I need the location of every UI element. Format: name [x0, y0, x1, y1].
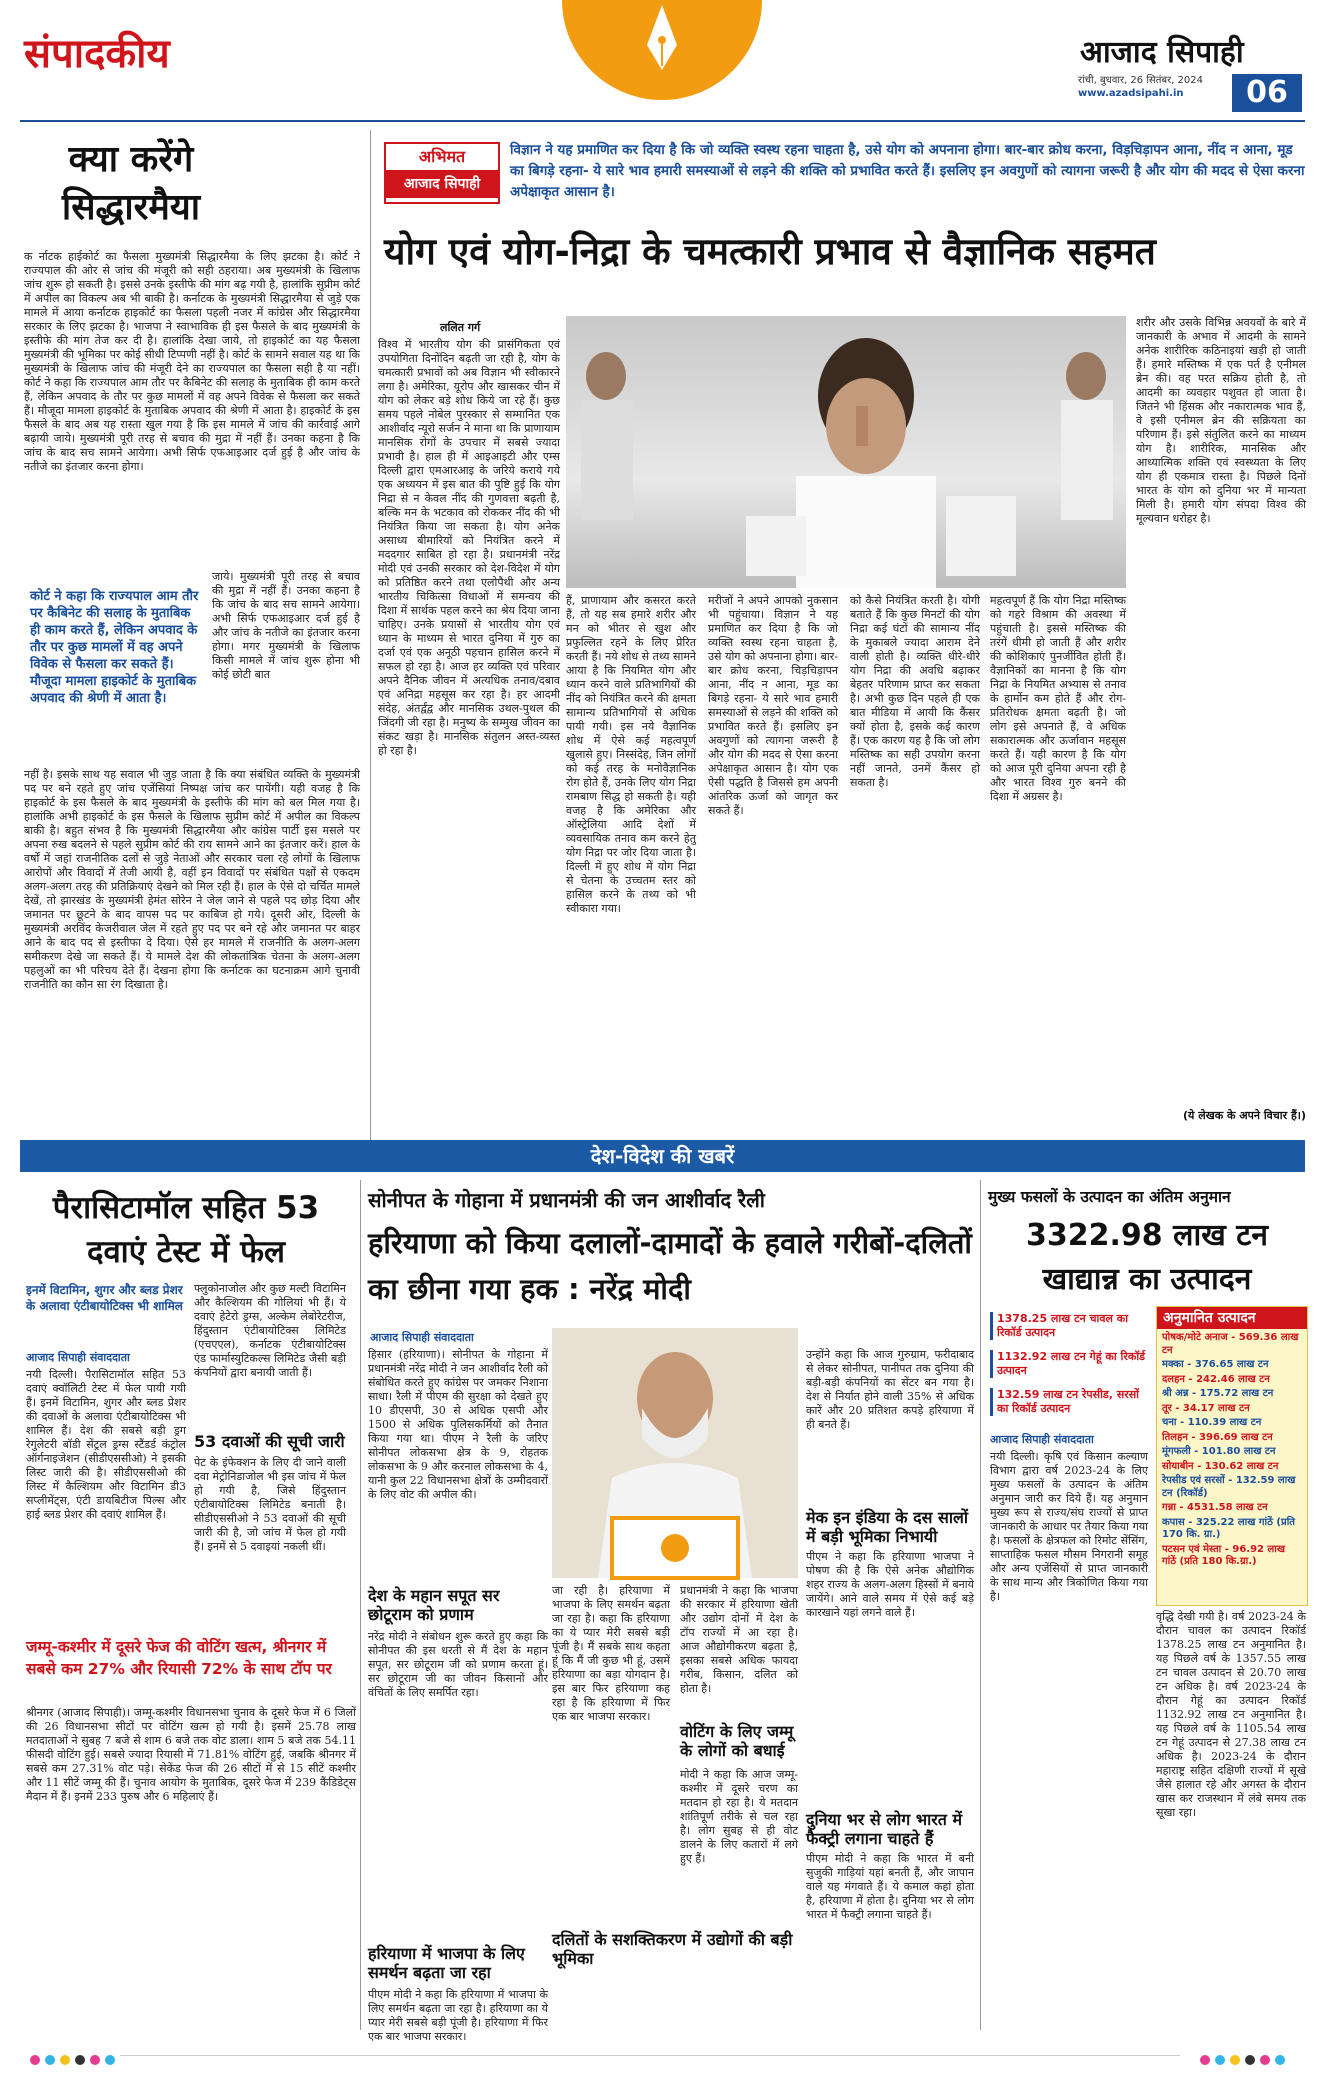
estimate-item: कपास - 325.22 लाख गांठें (प्रति 170 कि. ग्रा.): [1162, 1516, 1295, 1540]
opinion-col-5: शरीर और उसके विभिन्न अवयवों के बारे में जानकारी के अभाव में आदमी के सामने अनेक शारीरिक कठिनाइयां खड़ी हो जाती हैं। हमारे मस्तिष्क में एक पर्त है एनीमल ब्रेन की। वह परत सक्रिय होती है, तो आदमी का व्यवहार पशुवत हो जाता है। जितने भी हिंसक और नकारात्मक भाव हैं, वे इसी एनीमल ब्रेन की सक्रियता का परिणाम हैं। इसे संतुलित करने का माध्यम योग है। शारीरिक, मानसिक और आध्यात्मिक शक्ति एवं स्वस्थ्यता के लिए योग ही एकमात्र रास्ता है। पिछले दिनों भारत के योग को दुनिया भर में मान्यता मिली है। हमारी योग संपदा विश्व की मूल्यवान धरोहर है।: [1136, 316, 1306, 525]
yoga-photo: [566, 316, 1126, 588]
modi-subhead-4: दलितों के सशक्तिकरण में उद्योगों की बड़ी भूमिका: [552, 1930, 793, 1968]
grain-fact-1: 1378.25 लाख टन चावल का रिकॉर्ड उत्पादन: [990, 1312, 1153, 1340]
news-band: [20, 1140, 1305, 1172]
editorial-pull-quote: कोर्ट ने कहा कि राज्यपाल आम तौर पर कैबिनेट की सलाह के मुताबिक ही काम करते हैं, लेकिन अपवाद के तौर पर कुछ मामलों में वह अपने विवेक से फैसला कर सकते हैं। मौजूदा मामला हाइकोर्ट के मुताबिक अपवाद की श्रेणी में आता है।: [30, 589, 199, 706]
jk-body: श्रीनगर (आजाद सिपाही)। जम्मू-कश्मीर विधानसभा चुनाव के दूसरे फेज में 6 जिलों की 26 विधानसभा सीटों पर वोटिंग खत्म हो गयी है। इसमें 25.78 लाख मतदाताओं ने सुबह 7 बजे से शाम 6 बजे तक वोट डाला। शाम 5 बजे तक 54.11 फीसदी वोटिंग हुई। सबसे ज्यादा रियासी में 71.81% वोटिंग हुई, जबकि श्रीनगर में सबसे कम 27.31% वोट पड़े। सेकेंड फेज की 26 सीटों में से 15 सीटें कश्मीर और 11 सीटें जम्मू की हैं। चुनाव आयोग के मुताबिक, दूसरे फेज में 239 कैंडिडेट्स मैदान में हैं। इनमें 233 पुरुष और 6 महिलाएं हैं।: [26, 1706, 356, 1803]
opinion-col-4: को कैसे नियंत्रित करती है। योगी बताते हैं कि कुछ मिनटों की योग निद्रा कई घंटों की सामान्य नींद के मुकाबले ज्यादा आराम देने वाली होती है। व्यक्ति धीरे-धीरे योग निद्रा की अवधि बढ़ाकर बेहतर परिणाम प्राप्त कर सकता है। अभी कुछ दिन पहले ही एक बात मीडिया में आयी कि कैंसर क्यों होता है, इसके कई कारण हैं। एक कारण यह है कि जो लोग मस्तिष्क का सही उपयोग करना नहीं जानते, उनमें कैंसर हो सकता है।: [850, 594, 980, 789]
estimate-item: चना - 110.39 लाख टन: [1162, 1417, 1262, 1428]
editorial-title: क्या करेंगे सिद्धारमैया: [61, 139, 201, 228]
estimate-item: मक्का - 376.65 लाख टन: [1162, 1359, 1269, 1370]
footer-dot: [1260, 2055, 1270, 2065]
estimate-item: गन्ना - 4531.58 लाख टन: [1162, 1502, 1268, 1513]
estimate-item: सोयाबीन - 130.62 लाख टन: [1162, 1460, 1279, 1472]
estimate-item: दलहन - 242.46 लाख टन: [1162, 1373, 1270, 1385]
footer-dot: [60, 2055, 70, 2065]
footer-dot: [30, 2055, 40, 2065]
footer-dot: [105, 2055, 115, 2065]
modi-subhead-1: देश के महान सपूत सर छोटूराम को प्रणाम: [368, 1586, 500, 1624]
modi-body-3: पीएम मोदी ने कहा कि हरियाणा में भाजपा के लिए समर्थन बढ़ता जा रहा है। हरियाणा का ये प्यार मेरी सबसे बड़ी पूंजी है। हरियाणा में फिर एक बार भाजपा सरकार।: [368, 1988, 548, 2043]
footer-dots-right: [1200, 2050, 1290, 2069]
opinion-tag: [384, 142, 500, 204]
estimate-box: [1156, 1306, 1308, 1606]
website-link[interactable]: www.azadsipahi.in: [1078, 88, 1184, 99]
modi-subhead-3: वोटिंग के लिए जम्मू के लोगों को बधाई: [680, 1722, 794, 1760]
modi-body-2: नरेंद्र मोदी ने संबोधन शुरू करते हुए कहा कि सोनीपत की इस धरती से मैं देश के महान सपूत, सर छोटूराम जी को प्रणाम करता हूं। सर छोटूराम जी का जीवन किसानों और वंचितों के लिए समर्पित रहा।: [368, 1630, 548, 1699]
footer-dot: [1215, 2055, 1225, 2065]
opinion-intro: विज्ञान ने यह प्रमाणित कर दिया है कि जो व्यक्ति स्वस्थ रहना चाहता है, उसे योग को अपनाना होगा। बार-बार क्रोध करना, विड़चिड़ापन आना, नींद न आना, मूड का बिगड़े रहना- ये सारे भाव हमारी समस्याओं से लड़ने की शक्ति को प्रभावित करते हैं। इसलिए इन अवगुणों को त्यागना जरूरी है और योग की मदद से ऐसा करना अपेक्षाकृत आसान है।: [510, 142, 1305, 200]
estimate-item: रेपसीड एवं सरसों - 132.59 लाख टन (रिकॉर्ड): [1162, 1475, 1296, 1499]
footer-rule: [120, 2055, 1180, 2056]
opinion-tag-top: अभिमत: [418, 147, 466, 166]
modi-body-1: हिसार (हरियाणा)। सोनीपत के गोहाना में प्रधानमंत्री नरेंद्र मोदी ने जन आशीर्वाद रैली को संबोधित करते हुए कांग्रेस पर जमकर निशाना साधा। रैली में पीएम की सुरक्षा को देखते हुए 10 डीएसपी, 30 से अधिक एसपी और 1500 से अधिक पुलिसकर्मियों को तैनात किया गया था। पीएम ने रैली के जरिए सोनीपत लोकसभा क्षेत्र के 9, रोहतक लोकसभा के 9 और करनाल लोकसभा के 4, यानी कुल 22 विधानसभा क्षेत्रों के उम्मीदवारों के लिए वोट की अपील की।: [368, 1348, 548, 1501]
footer-dot: [1275, 2055, 1285, 2065]
pen-nib-sun-icon: [542, 0, 782, 100]
editorial-para-1b: जाये। मुख्यमंत्री पूरी तरह से बचाव की मुद्रा में नहीं हैं। उनका कहना है कि जांच के बाद सच सामने आयेगा। अभी सिर्फ एफआइआर दर्ज हुई है और जांच के नतीजे का इंतजार करना होगा। मगर मुख्यमंत्री के खिलाफ किसी मामले में जांच शुरू होना भी कोई छोटी बात: [212, 570, 360, 681]
footer-dot: [75, 2055, 85, 2065]
grain-kicker: मुख्य फसलों के उत्पादन का अंतिम अनुमान: [988, 1188, 1231, 1206]
grain-fact-3: 132.59 लाख टन रेपसीड, सरसों का रिकॉर्ड उत्पादन: [990, 1388, 1153, 1416]
footer-dot: [1230, 2055, 1240, 2065]
modi-headline: हरियाणा को किया दलालों-दामादों के हवाले गरीबों-दलितों का छीना गया हक : नरेंद्र मोदी: [368, 1226, 972, 1306]
paper-name: आजाद सिपाही: [1080, 35, 1244, 70]
estimate-item: तिलहन - 396.69 लाख टन: [1162, 1431, 1273, 1443]
drug-body-2: पेट के इंफेक्शन के लिए दी जाने वाली दवा मेट्रोनिडाजोल भी इस जांच में फेल हो गयी है, जिसे हिंदुस्तान एंटीबायोटिक्स लिमिटेड बनाती है। सीडीएससीओ ने 53 दवाओं की सूची जारी की है, जो जांच में फेल हो गयी हैं। इनमें से 5 दवाइयां नकली थीं।: [194, 1456, 346, 1553]
drug-deck: इनमें विटामिन, शुगर और ब्लड प्रेशर के अलावा एंटीबायोटिक्स भी शामिल: [26, 1283, 183, 1313]
estimate-box-title: अनुमानित उत्पादन: [1157, 1307, 1307, 1329]
opinion-tag-bottom: आजाद सिपाही: [386, 170, 498, 198]
section-title: संपादकीय: [24, 31, 170, 77]
masthead-divider: [20, 120, 1305, 122]
modi-body-3b: जा रही है। हरियाणा में भाजपा के लिए समर्थन बढ़ता जा रहा है। कहा कि हरियाणा का ये प्यार मेरी सबसे बड़ी पूंजी है। मैं सबके साथ कहता हूं कि मैं जी कुछ भी हूं, उसमें हरियाणा का बड़ा योगदान है। इस बार फिर हरियाणा कह रहा है कि हरियाणा में फिर एक बार भाजपा सरकार।: [552, 1584, 670, 1723]
column-rule: [370, 130, 371, 1140]
footer-dots-left: [30, 2050, 120, 2069]
modi-body-6: उन्होंने कहा कि आज गुरुग्राम, फरीदाबाद से लेकर सोनीपत, पानीपत तक दुनिया की बड़ी-बड़ी कंपनियों का सेंटर बन गया है। देश से निर्यात होने वाली 35% से अधिक कारें और 20 प्रतिशत कपड़े हरियाणा में ही बनते हैं।: [806, 1348, 974, 1431]
modi-body-8: पीएम मोदी ने कहा कि भारत में बनी सुजुकी गाड़ियां यहां बनती हैं, और जापान वाले यह मंगवाते हैं। ये कमाल कहां होता है, हरियाणा में होता है। दुनिया भर से लोग भारत में फैक्ट्री लगाना चाहते हैं।: [806, 1852, 974, 1921]
estimate-item: श्री अन्न - 175.72 लाख टन: [1162, 1388, 1274, 1399]
estimate-box-list: [1157, 1329, 1307, 1574]
opinion-col-3: मरीजों ने अपने आपको नुकसान भी पहुंचाया। विज्ञान ने यह प्रमाणित कर दिया है कि जो व्यक्ति स्वस्थ रहना चाहता है, उसे योग को अपनाना होगा। बार-बार क्रोध करना, चिड़चिड़ापन आना, नींद न आना, मूड का बिगड़े रहना- ये सारे भाव हमारी समस्याओं से लड़ने की शक्ति को प्रभावित करते हैं। इसलिए इन अवगुणों को त्यागना जरूरी है और योग की मदद से ऐसा करना अपेक्षाकृत आसान है। योग एक ऐसी पद्धति है जिससे हम अपनी आंतरिक ऊर्जा को जागृत कर सकते हैं।: [708, 594, 838, 817]
footer-dot: [1245, 2055, 1255, 2065]
column-rule-3: [980, 1180, 981, 2030]
grain-fact-2: 1132.92 लाख टन गेहूं का रिकॉर्ड उत्पादन: [990, 1350, 1153, 1378]
footer-dot: [1200, 2055, 1210, 2065]
opinion-headline: योग एवं योग-निद्रा के चमत्कारी प्रभाव से वैज्ञानिक सहमत: [384, 230, 1156, 273]
jk-headline: जम्मू-कश्मीर में दूसरे फेज की वोटिंग खत्म, श्रीनगर में सबसे कम 27% और रियासी 72% के साथ टॉप पर: [26, 1638, 332, 1678]
modi-subhead-6: मेक इन इंडिया के दस सालों में बड़ी भूमिका निभायी: [806, 1508, 968, 1546]
editorial-para-1: क र्नाटक हाईकोर्ट का फैसला मुख्यमंत्री सिद्धारमैया के लिए झटका है। कोर्ट ने राज्यपाल की ओर से जांच की मंजूरी को सही ठहराया। अब मुख्यमंत्री के खिलाफ जांच शुरू हो सकती है। इससे उनके इस्तीफे की मांग बढ़ गयी है, हालांकि सुप्रीम कोर्ट में अपील का विकल्प अब भी बाकी है। कर्नाटक के मुख्यमंत्री सिद्धारमैया से जुड़े एक मामले में आया कर्नाटक हाइकोर्ट का फैसला पहली नजर में कांग्रेस और सिद्धारमैया सरकार के लिए झटका है। भाजपा ने स्वाभाविक ही इस फैसले के बाद मुख्यमंत्री के इस्तीफे की मांग तेज कर दी है। हालांकि देखा जाये, तो हाइकोर्ट का यह फैसला मुख्यमंत्री की भूमिका पर कोई सीधी टिप्पणी नहीं है। कोर्ट के सामने सवाल यह था कि मुख्यमंत्री के खिलाफ जांच की मंजूरी देने का राज्यपाल का फैसला सही है या नहीं। कोर्ट ने कहा कि राज्यपाल आम तौर पर कैबिनेट की सलाह के मुताबिक ही काम करते हैं, लेकिन अपवाद के तौर पर कुछ मामलों में वह अपने विवेक से फैसला कर सकते हैं। मौजूदा मामला हाइकोर्ट के मुताबिक अपवाद की श्रेणी में आता है। हाइकोर्ट के इस फैसले के बाद अब यह रास्ता खुल गया है कि इस मामले में जांच की कार्रवाई आगे बढ़ायी जाये। मुख्यमंत्री पूरी तरह से बचाव की मुद्रा में नहीं हैं। उनका कहना है कि जांच के बाद सच सामने आयेगा। अभी सिर्फ एफआइआर दर्ज हुई है और जांच के नतीजे का इंतजार करना होगा।: [24, 250, 360, 473]
opinion-col-4b: महत्वपूर्ण हैं कि योग निद्रा मस्तिष्क को गहरे विश्राम की अवस्था में पहुंचाती है। इससे मस्तिष्क की तरंगें धीमी हो जाती हैं और शरीर की कोशिकाएं पुनर्जीवित होती हैं। वैज्ञानिकों का मानना है कि योग निद्रा के नियमित अभ्यास से तनाव के हार्मोन कम होते हैं और रोग-प्रतिरोधक क्षमता बढ़ती है। जो लोग इसे अपनाते हैं, वे अधिक सकारात्मक और ऊर्जावान महसूस करते हैं। यही कारण है कि योग को आज पूरी दुनिया अपना रही है और भारत विश्व गुरु बनने की दिशा में अग्रसर है।: [990, 594, 1126, 803]
modi-byline: आजाद सिपाही संवाददाता: [370, 1331, 474, 1344]
modi-kicker: सोनीपत के गोहाना में प्रधानमंत्री की जन आशीर्वाद रैली: [368, 1188, 765, 1212]
estimate-item: मूंगफली - 101.80 लाख टन: [1162, 1446, 1276, 1457]
opinion-closing: (ये लेखक के अपने विचार हैं।): [1183, 1109, 1306, 1122]
page-number: 06: [1232, 74, 1302, 112]
drug-headline: पैरासिटामॉल सहित 53 दवाएं टेस्ट में फेल: [52, 1190, 320, 1270]
grain-headline: 3322.98 लाख टन खाद्यान्न का उत्पादन: [1026, 1218, 1268, 1297]
estimate-item: तूर - 34.17 लाख टन: [1162, 1402, 1250, 1414]
modi-body-7: पीएम ने कहा कि हरियाणा भाजपा ने पोषण की है कि ऐसे अनेक औद्योगिक शहर राज्य के अलग-अलग हिस्सों में बनाये जायेंगे। आने वाले समय में ऐसे कई बड़े कारखाने यहां लगने वाले हैं।: [806, 1550, 974, 1619]
opinion-col-2: हैं, प्राणायाम और कसरत करते हैं, तो यह सब हमारे शरीर और मन को भीतर से खुश और प्रफुल्लित रहने के लिए प्रेरित करती हैं। नये शोध से तथ्य सामने आया है कि नियमित योग और ध्यान करने वाले प्रतिभागियों की नींद को नियंत्रित करने की क्षमता सामान्य प्रतिभागियों से अधिक पायी गयी। इस नये वैज्ञानिक शोध में ऐसे कई महत्वपूर्ण खुलासे हुए। निस्संदेह, जिन लोगों को कई तरह के मनोवैज्ञानिक रोग होते हैं, उनके लिए योग निद्रा रामबाण सिद्ध हो सकती है। यही वजह है कि अमेरिका और ऑस्ट्रेलिया आदि देशों में व्यवसायिक तनाव कम करने हेतु योग निद्रा पर जोर दिया जाता है। दिल्ली में हुए शोध में योग निद्रा से चेतना के उच्चतम स्तर को हासिल करने के तथ्य को भी स्वीकारा गया।: [566, 594, 696, 915]
footer-dot: [90, 2055, 100, 2065]
modi-subhead-7: दुनिया भर से लोग भारत में फैक्ट्री लगाना चाहते हैं: [806, 1810, 963, 1848]
news-band-title: देश-विदेश की खबरें: [590, 1144, 735, 1168]
estimate-item: पोषक/मोटे अनाज - 569.36 लाख टन: [1162, 1332, 1299, 1356]
estimate-item: पटसन एवं मेस्ता - 96.92 लाख गांठें (प्रति 180 कि.ग्रा.): [1162, 1543, 1286, 1567]
column-rule-2: [360, 1180, 361, 2030]
modi-body-5: प्रधानमंत्री ने कहा कि भाजपा की सरकार में हरियाणा खेती और उद्योग दोनों में देश के टॉप राज्यों में आ रहा है। आज औद्योगीकरण बढ़ता है, इसका सबसे अधिक फायदा गरीब, किसान, दलित को होता है।: [680, 1584, 798, 1695]
opinion-col-1: विश्व में भारतीय योग की प्रासंगिकता एवं उपयोगिता दिनोंदिन बढ़ती जा रही है, योग के चमत्कारी प्रभावों को अब विज्ञान भी स्वीकारने लगा है। अमेरिका, यूरोप और खासकर चीन में योग को लेकर बड़े शोध किये जा रहे हैं। कुछ समय पहले नोबेल पुरस्कार से सम्मानित एक आशीर्वाद न्यूरो सर्जन ने माना था कि प्राणायाम मानसिक रोगों के उपचार में सबसे ज्यादा प्रभावी है। हाल ही में आइआइटी और एम्स दिल्ली द्वारा एमआरआइ के जरिये कराये गये एक अध्ययन में इस बात की पुष्टि हुई कि योग निद्रा से न केवल नींद की गुणवत्ता बढ़ती है, बल्कि मन के भटकाव को रोककर नींद की भी नियंत्रित किया जा सकता है। योग अनेक असाध्य बीमारियों को नियंत्रित करने में मददगार साबित हो रहा है। प्रधानमंत्री नरेंद्र मोदी एवं उनकी सरकार को देश-विदेश में योग को प्रतिष्ठित करने तथा एलोपैथी और अन्य भारतीय चिकित्सा विधाओं में समन्वय की दिशा में सार्थक पहल करने का श्रेय दिया जाना चाहिए। उनके प्रयासों से भारतीय योग एवं ध्यान के माध्यम से भारत दुनिया में गुरु का दर्जा एवं एक अनूठी पहचान हासिल करने में सफल हो रहा है। आज हर व्यक्ति एवं परिवार अपने दैनिक जीवन में अत्यधिक तनाव/दबाव एवं अनिद्रा महसूस कर रहा है। हर आदमी संदेह, अंतर्द्वंद्व और मानसिक उथल-पुथल की जिंदगी जी रहा है। मनुष्य के सम्मुख जीवन का संकट खड़ा है। मानसिक संतुलन अस्त-व्यस्त हो रहा है।: [378, 338, 560, 757]
modi-photo: [552, 1328, 798, 1578]
drug-body: नयी दिल्ली। पैरासिटामॉल सहित 53 दवाएं क्वॉलिटी टेस्ट में फेल पायी गयी हैं। इनमें विटामिन, शुगर और ब्लड प्रेशर की दवाओं के अलावा एंटीबायोटिक्स भी शामिल हैं। देश की सबसे बड़ी ड्रग रेगुलेटरी बॉडी सेंट्रल ड्रग्स स्टैंडर्ड कंट्रोल ऑर्गनाइजेशन (सीडीएससीओ) ने इसकी लिस्ट जारी की है। सीडीएससीओ की लिस्ट में कैल्शियम और विटामिन डी3 सप्लीमेंट्स, एंटी डायबिटीज पिल्स और हाई ब्लड प्रेशर की दवाएं शामिल हैं।: [26, 1368, 186, 1521]
footer-dot: [45, 2055, 55, 2065]
masthead: [0, 0, 1325, 118]
drug-body-col2: फ्लुकोनाजोल और कुछ मल्टी विटामिन और कैल्शियम की गोलियां भी हैं। ये दवाएं हेटेरो ड्रग्स, अल्केम लेबोरेटरीज, हिंदुस्तान एंटीबायोटिक्स लिमिटेड (एचएएल), कर्नाटक एंटीबायोटिक्स एंड फार्मास्युटिकल्स लिमिटेड जैसी बड़ी कंपनियों द्वारा बनायी जाती हैं।: [194, 1282, 346, 1379]
grain-body-1: नयी दिल्ली। कृषि एवं किसान कल्याण विभाग द्वारा वर्ष 2023-24 के लिए मुख्य फसलों के उत्पादन के अंतिम अनुमान जारी कर दिये हैं। यह अनुमान मुख्य रूप से राज्य/संघ राज्यों से प्राप्त जानकारी के आधार पर तैयार किया गया है। फसलों के क्षेत्रफल को रिमोट सेंसिंग, साप्ताहिक फसल मौसम निगरानी समूह और अन्य एजेंसियों से प्राप्त जानकारी के साथ मान्य और त्रिकोणित किया गया है।: [990, 1450, 1148, 1603]
drug-byline: आजाद सिपाही संवाददाता: [26, 1351, 130, 1364]
grain-body-2: वृद्धि देखी गयी है। वर्ष 2023-24 के दौरान चावल का उत्पादन रिकॉर्ड 1378.25 लाख टन अनुमानित है। यह पिछले वर्ष के 1357.55 लाख टन चावल उत्पादन से 20.70 लाख टन अधिक है। वर्ष 2023-24 के दौरान गेहूं का उत्पादन रिकॉर्ड 1132.92 लाख टन अनुमानित है। यह पिछले वर्ष के 1105.54 लाख टन गेहूं उत्पादन से 27.38 लाख टन अधिक है। 2023-24 के दौरान महाराष्ट्र सहित दक्षिणी राज्यों में सूखे जैसे हालात रहे और अगस्त के दौरान खास कर राजस्थान में लंबे समय तक सूखा रहा।: [1156, 1610, 1306, 1819]
editorial-para-2: नहीं है। इसके साथ यह सवाल भी जुड़ जाता है कि क्या संबंधित व्यक्ति के मुख्यमंत्री पद पर बने रहते हुए जांच एजेंसियां निष्पक्ष जांच कर पायेंगी। यही वजह है कि हाइकोर्ट के इस फैसले के बाद मुख्यमंत्री के इस्तीफे की मांग को बल मिल गया है। हालांकि अभी हाइकोर्ट के इस फैसले के खिलाफ सुप्रीम कोर्ट में अपील का विकल्प बाकी है। बहुत संभव है कि मुख्यमंत्री सिद्धारमैया और कांग्रेस पार्टी इस मसले पर अपना रुख बदलने से पहले सुप्रीम कोर्ट की राय सामने आने का इंतजार करें। हाल के वर्षों में जहां राजनीतिक दलों से जुड़े नेताओं और सरकार चला रहे लोगों के खिलाफ आरोपों और विवादों में तेजी आयी है, वहीं इन विवादों पर संबंधित पक्षों से एकदम अलग-अलग तरह की प्रतिक्रियाएं देखने को मिल रही हैं। हाल के ऐसे दो चर्चित मामले देखें, तो झारखंड के मुख्यमंत्री हेमंत सोरेन ने जेल जाने से पहले पद छोड़ दिया और जमानत पर छूटने के बाद वापस पद पर काबिज हो गये। दूसरी ओर, दिल्ली के मुख्यमंत्री अरविंद केजरीवाल जेल में रहते हुए पद पर बने रहे और जमानत पर बाहर आने के बाद पद से इस्तीफा दे दिया। ऐसे हर मामले में राजनीति के अलग-अलग समीकरण देखे जा सकते हैं। ये मामले देश की लोकतांत्रिक चेतना के अलग-अलग पहलुओं का भी परिचय देते हैं। देखना होगा कि कर्नाटक का घटनाक्रम आगे चुनावी राजनीति का कौन सा रंग दिखाता है।: [24, 768, 360, 991]
drug-subhead: 53 दवाओं की सूची जारी: [194, 1432, 345, 1451]
modi-body-4: मोदी ने कहा कि आज जम्मू-कश्मीर में दूसरे चरण का मतदान हो रहा है। ये मतदान शांतिपूर्ण तरीके से चल रहा है। लोग सुबह से ही वोट डालने के लिए कतारों में लगे हुए हैं।: [680, 1768, 798, 1865]
modi-subhead-2: हरियाणा में भाजपा के लिए समर्थन बढ़ता जा रहा: [368, 1944, 525, 1982]
dateline: रांची, बुधवार, 26 सितंबर, 2024: [1078, 75, 1203, 86]
author-name: ललित गर्ग: [440, 321, 481, 334]
grain-byline: आजाद सिपाही संवाददाता: [990, 1433, 1094, 1446]
